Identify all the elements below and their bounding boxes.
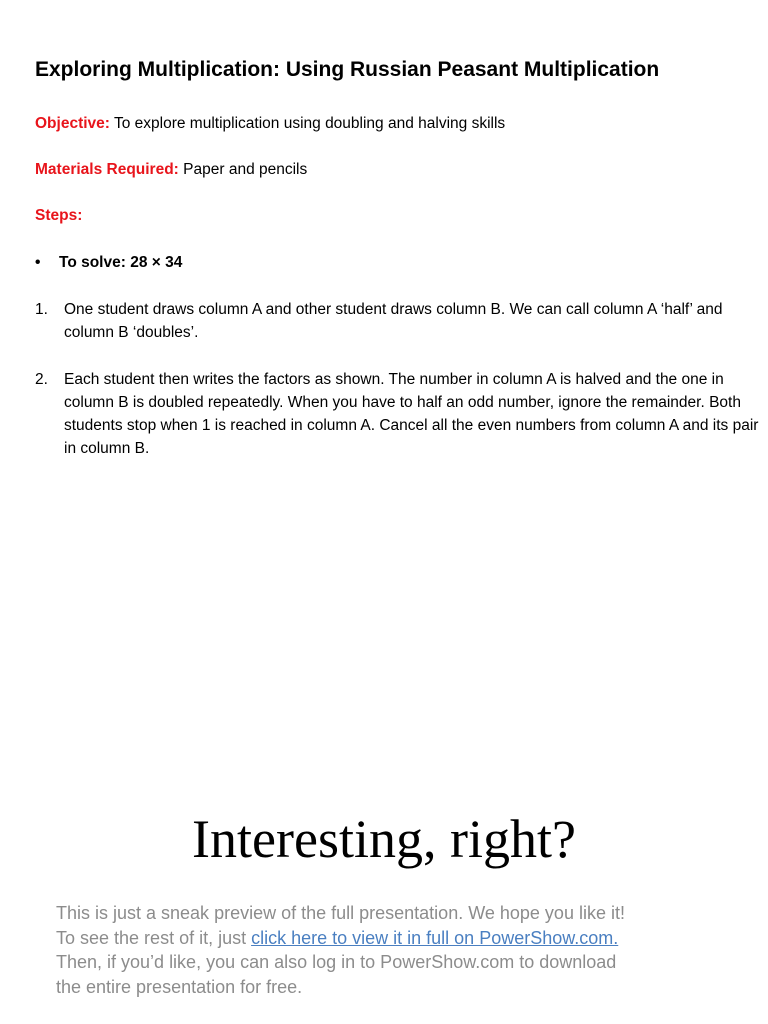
steps-heading (35, 207, 82, 225)
step-number: 2. (35, 371, 48, 388)
materials-text: Paper and pencils (183, 161, 308, 178)
step-number: 1. (35, 301, 48, 318)
bullet-text: To solve: 28 × 34 (59, 254, 183, 271)
steps-label: Steps: (35, 207, 83, 224)
materials-label: Materials Required: (35, 161, 179, 178)
numbered-step-1 (35, 298, 763, 344)
preview-notice (56, 901, 756, 999)
objective-line (35, 115, 505, 133)
preview-headline: Interesting, right? (192, 809, 576, 869)
materials-line (35, 161, 307, 179)
preview-line-4: the entire presentation for free. (56, 976, 303, 997)
step-text: One student draws column A and other student draws column B. We can call column A ‘half’ and column B ‘doubles’. (64, 301, 723, 341)
objective-label: Objective: (35, 115, 110, 132)
slide-title: Exploring Multiplication: Using Russian Peasant Multiplication (35, 58, 660, 81)
bullet-item (35, 254, 182, 272)
preview-line-2-prefix: To see the rest of it, just (56, 927, 252, 948)
numbered-step-2 (35, 368, 763, 460)
objective-text: To explore multiplication using doubling and halving skills (113, 115, 506, 132)
preview-line-3: Then, if you’d like, you can also log in to PowerShow.com to download (56, 952, 617, 972)
step-text: Each student then writes the factors as shown. The number in column A is halved and the one in column B is doubled repeatedly. When you have to half an odd number, ignore the remainder. Both students stop when 1 is reached in column A. Cancel all the even numbers from column A and its pair in column B. (64, 371, 759, 457)
preview-line-2 (56, 926, 756, 951)
bullet-symbol: • (35, 254, 41, 271)
preview-line-1: This is just a sneak preview of the full presentation. We hope you like it! (56, 903, 625, 923)
view-full-presentation-link[interactable]: click here to view it in full on PowerShow.com. (251, 927, 619, 948)
